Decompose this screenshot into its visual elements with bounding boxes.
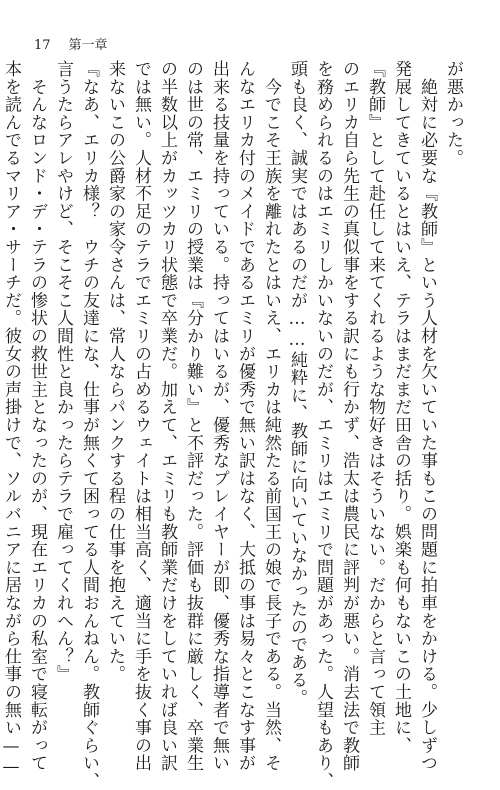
page-number: 17 bbox=[34, 38, 51, 53]
text-line: 頭も良く、誠実ではあるのだが……純粋に、教師に向いていなかったのである。 bbox=[287, 60, 307, 707]
text-line: 本を読んでるマリア・サーチだ。彼女の声掛けで、ソルバニアに居ながら仕事の無い—— bbox=[1, 60, 21, 778]
text-line: を務められるのはエミリしかいないのだが、エミリはエミリで問題があった。人望もあり、 bbox=[313, 60, 333, 790]
running-header bbox=[34, 34, 108, 53]
text-line: 出来る技量を持っている。持ってはいるが、優秀なプレイヤーが即、優秀な指導者で無い bbox=[209, 60, 229, 772]
text-line: のは世の常、エミリの授業は『分かり難い』と不評だった。評価も抜群に厳しく、卒業生 bbox=[183, 60, 203, 772]
chapter-title: 第一章 bbox=[68, 38, 108, 53]
text-line: が悪かった。 bbox=[443, 60, 463, 167]
text-line: の半数以上がカッツカリ状態で卒業だ。加えて、エミリも教師業だけをしていれば良い訳 bbox=[157, 60, 177, 772]
vertical-text-body bbox=[1, 60, 466, 790]
text-line: 今でこそ王族を離れたとはいえ、エリカは純然たる前国王の娘で長子である。当然、そ bbox=[261, 60, 281, 772]
text-line: 『なあ、エリカ様？ ウチの友達にな、仕事が無くて困ってる人間おんねん。教師ぐらい、 bbox=[79, 60, 99, 790]
text-line: んなエリカ付のメイドであるエミリが優秀で無い訳はなく、大抵の事は易々とこなす事が bbox=[235, 60, 255, 772]
text-line: 『教師』として赴任して来てくれるような物好きはそういない。だからと言って領主 bbox=[365, 60, 385, 737]
text-line: 来ないこの公爵家の家令さんは、常人ならパンクする程の仕事を抱えていた。 bbox=[105, 60, 125, 683]
text-line: 言うたらアレやけど、そこそこ人間性と良かったらテラで雇ってくれへん？』 bbox=[53, 60, 73, 683]
text-line: そんなロンド・デ・テラの惨状の救世主となったのが、現在エリカの私室で寝転がって bbox=[27, 60, 47, 772]
text-line: 絶対に必要な『教師』という人材を欠いていた事もこの問題に拍車をかける。少しずつ bbox=[417, 60, 437, 772]
text-line: のエリカ自ら先生の真似事をする訳にも行かず、浩太は農民に評判が悪い。消去法で教師 bbox=[339, 60, 359, 772]
text-line: 発展してきているとはいえ、テラはまだまだ田舎の括り。娯楽も何もないこの土地に、 bbox=[391, 60, 411, 755]
text-line: では無い。人材不足のテラでエミリの占めるウェイトは相当高く、適当に手を抜く事の出 bbox=[131, 60, 151, 772]
